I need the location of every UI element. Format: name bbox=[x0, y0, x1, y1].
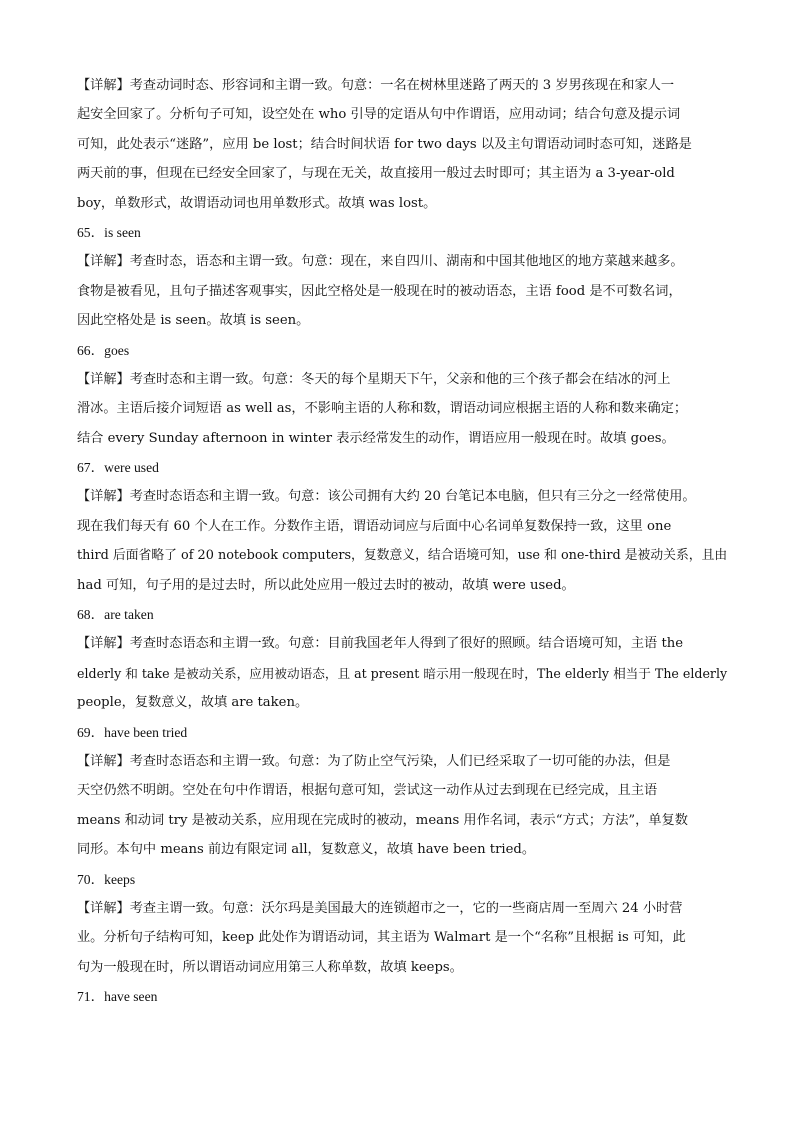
answer-heading: 68．are taken bbox=[77, 607, 154, 623]
text-line: 业。分析句子结构可知，keep 此处作为谓语动词，其主语为 Walmart 是一个“名称”且根据 is 可知，此 bbox=[77, 930, 686, 946]
text-line: 结合 every Sunday afternoon in winter 表示经常发生的动作，谓语应用一般现在时。故填 goes。 bbox=[77, 430, 675, 446]
text-line: 【详解】考查时态语态和主谓一致。句意：该公司拥有大约 20 台笔记本电脑，但只有三分之一经常使用。 bbox=[77, 489, 696, 505]
answer-heading: 71．have seen bbox=[77, 989, 158, 1005]
text-line: 【详解】考查时态，语态和主谓一致。句意：现在，来自四川、湖南和中国其他地区的地方菜越来越多。 bbox=[77, 254, 684, 270]
answer-heading: 69．have been tried bbox=[77, 724, 188, 740]
text-line: 因此空格处是 is seen。故填 is seen。 bbox=[77, 313, 310, 329]
text-line: 天空仍然不明朗。空处在句中作谓语，根据句意可知，尝试这一动作从过去到现在已经完成，且主语 bbox=[77, 783, 658, 799]
answer-heading: 70．keeps bbox=[77, 871, 136, 887]
text-line: 【详解】考查动词时态、形容词和主谓一致。句意：一名在树林里迷路了两天的 3 岁男孩现在和家人一 bbox=[77, 78, 675, 93]
text-line: 起安全回家了。分析句子可知，设空处在 who 引导的定语从句中作谓语，应用动词；结合句意及提示词 bbox=[77, 107, 681, 123]
text-line: 食物是被看见，且句子描述客观事实，因此空格处是一般现在时的被动语态，主语 food 是不可数名词， bbox=[77, 283, 682, 299]
text-line: 【详解】考查时态语态和主谓一致。句意：为了防止空气污染，人们已经采取了一切可能的办法，但是 bbox=[77, 753, 671, 769]
text-line: 句为一般现在时，所以谓语动词应用第三人称单数，故填 keeps。 bbox=[77, 959, 463, 975]
text-line: 【详解】考查时态语态和主谓一致。句意：目前我国老年人得到了很好的照顾。结合语境可知，主语 the bbox=[77, 636, 684, 652]
answer-heading: 65．is seen bbox=[77, 224, 141, 240]
text-line: 【详解】考查主谓一致。句意：沃尔玛是美国最大的连锁超市之一，它的一些商店周一至周六 24 小时营 bbox=[77, 900, 683, 916]
text-line: 同形。本句中 means 前边有限定词 all，复数意义，故填 have been tried。 bbox=[77, 842, 536, 858]
text-line: 可知，此处表示“迷路”，应用 be lost；结合时间状语 for two days 以及主句谓语动词时态可知，迷路是 bbox=[77, 136, 692, 152]
text-line: 【详解】考查时态和主谓一致。句意：冬天的每个星期天下午，父亲和他的三个孩子都会在结冰的河上 bbox=[77, 371, 671, 387]
text-line: 现在我们每天有 60 个人在工作。分数作主语，谓语动词应与后面中心名词单复数保持一致，这里 one bbox=[77, 518, 672, 534]
text-line: had 可知，句子用的是过去时，所以此处应用一般过去时的被动，故填 were used。 bbox=[77, 577, 575, 593]
text-line: 两天前的事，但现在已经安全回家了，与现在无关，故直接用一般过去时即可；其主语为 a 3-year-old bbox=[77, 166, 675, 182]
text-line: means 和动词 try 是被动关系，应用现在完成时的被动，means 用作名词，表示“方式；方法”，单复数 bbox=[77, 812, 688, 828]
text-line: people，复数意义，故填 are taken。 bbox=[77, 695, 309, 711]
text-line: elderly 和 take 是被动关系，应用被动语态，且 at present 暗示用一般现在时，The elderly 相当于 The elderly bbox=[77, 665, 728, 681]
answer-explanations bbox=[77, 71, 727, 1012]
text-line: third 后面省略了 of 20 notebook computers，复数意义，结合语境可知，use 和 one-third 是被动关系，且由 bbox=[77, 548, 728, 564]
text-line: boy，单数形式，故谓语动词也用单数形式。故填 was lost。 bbox=[77, 195, 437, 211]
answer-heading: 66．goes bbox=[77, 342, 130, 358]
text-line: 滑冰。主语后接介词短语 as well as，不影响主语的人称和数，谓语动词应根据主语的人称和数来确定； bbox=[77, 401, 688, 417]
answer-heading: 67．were used bbox=[77, 460, 159, 476]
